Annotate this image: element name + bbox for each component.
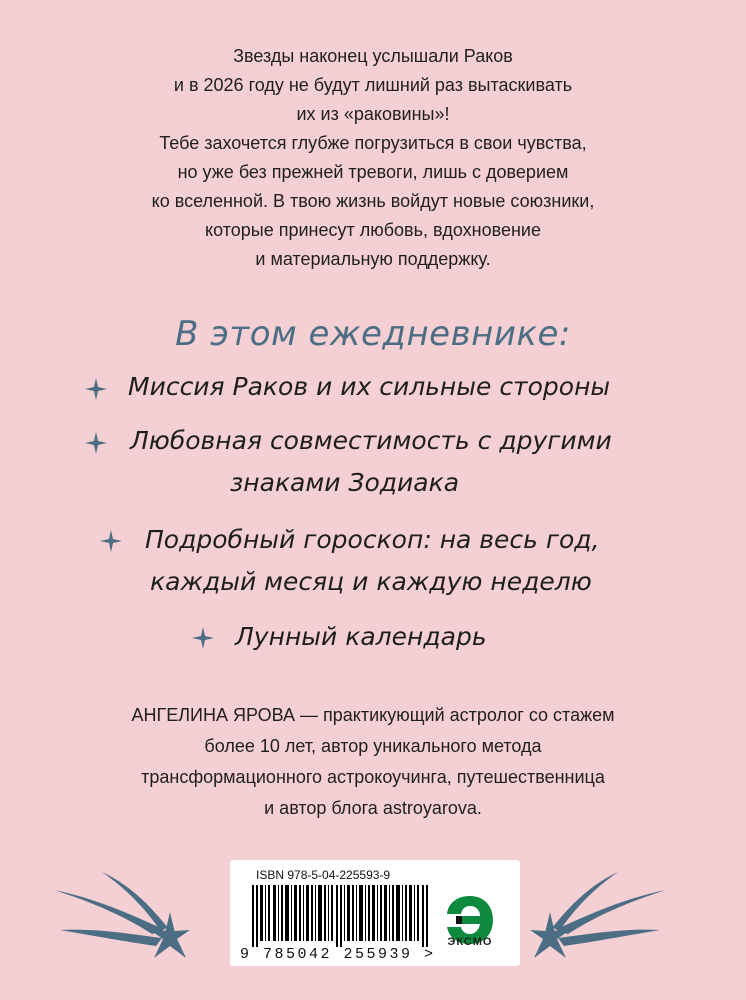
sparkle-icon	[100, 530, 122, 552]
intro-line: их из «раковины»!	[296, 104, 450, 124]
contents-item-line: знаками Зодиака	[230, 468, 460, 497]
publisher-name: ЭКСМО	[447, 936, 493, 948]
author-line: более 10 лет, автор уникального метода	[204, 736, 542, 756]
sparkle-icon	[192, 627, 214, 649]
sparkle-icon	[85, 378, 107, 400]
eksmo-logo-icon	[430, 882, 510, 962]
intro-line: ко вселенной. В твою жизнь войдут новые союзники,	[151, 191, 595, 211]
contents-item	[145, 519, 600, 603]
intro-line: и в 2026 году не будут лишний раз вытаскивать	[173, 75, 573, 95]
contents-item-line: Подробный гороскоп: на весь год,	[145, 525, 600, 554]
contents-item-line: каждый месяц и каждую неделю	[150, 567, 592, 596]
contents-item-line: Лунный календарь	[235, 622, 487, 651]
intro-line: но уже без прежней тревоги, лишь с доверием	[177, 162, 569, 182]
contents-heading: В этом ежедневнике:	[175, 314, 571, 354]
author-bio	[0, 700, 746, 824]
intro-line: и материальную поддержку.	[255, 249, 491, 269]
intro-line: Тебе захочется глубже погрузиться в свои чувства,	[159, 133, 587, 153]
author-line: трансформационного астрокоучинга, путешественница	[141, 767, 605, 787]
contents-item	[130, 420, 612, 504]
isbn-number: ISBN 978-5-04-225593-9	[256, 868, 391, 882]
contents-item-line: Любовная совместимость с другими	[130, 426, 612, 455]
contents-item-line: Миссия Раков и их сильные стороны	[128, 372, 611, 401]
comet-star-icon	[40, 868, 200, 978]
comet-star-icon	[520, 868, 680, 978]
author-line: АНГЕЛИНА ЯРОВА — практикующий астролог со стажем	[131, 705, 615, 725]
author-line: и автор блога astroyarova.	[264, 798, 482, 818]
intro-line: которые принесут любовь, вдохновение	[205, 220, 541, 240]
sparkle-icon	[85, 432, 107, 454]
intro-line: Звезды наконец услышали Раков	[233, 46, 513, 66]
contents-item	[128, 366, 610, 408]
barcode-icon	[252, 885, 430, 947]
barcode-block	[230, 860, 520, 966]
contents-item	[235, 616, 487, 658]
ean-number: 9 785042 255939 >	[240, 946, 436, 963]
